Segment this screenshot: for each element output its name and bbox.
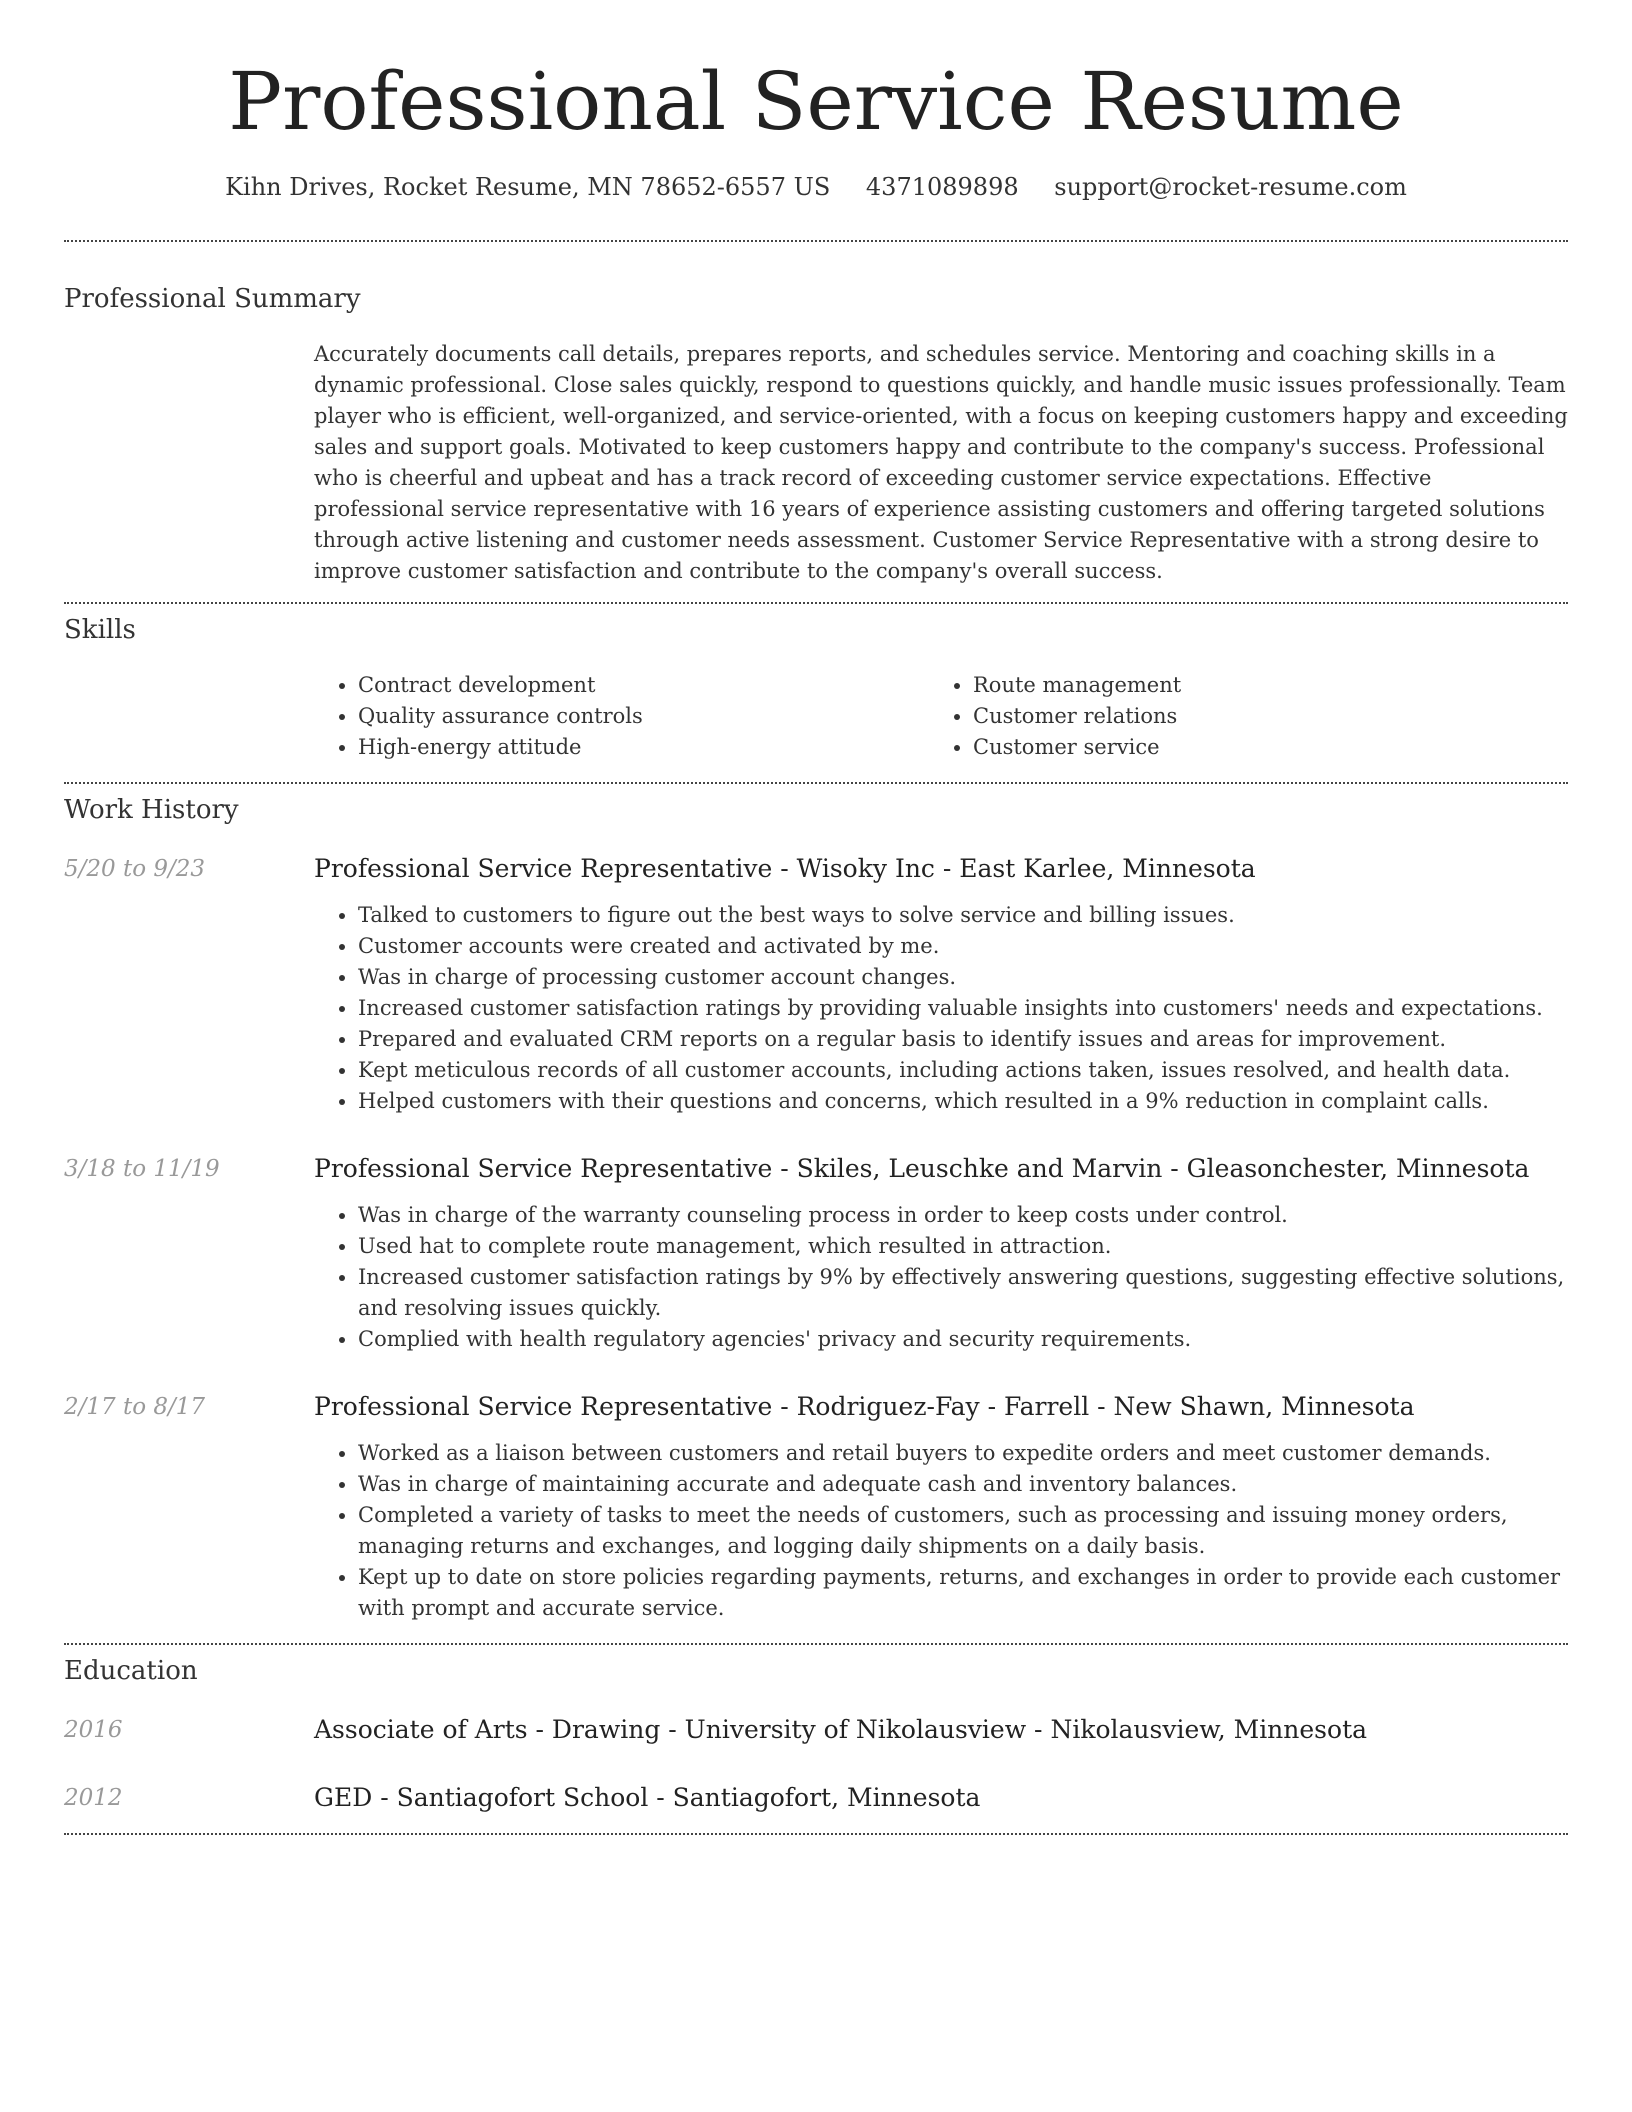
job-bullets — [314, 900, 1568, 1117]
job-title: Professional Service Representative - Skiles, Leuschke and Marvin - Gleasonchester, Minnesota — [314, 1154, 1530, 1183]
skills-list — [314, 670, 1568, 763]
job-bullet: • Increased customer satisfaction ratings by providing valuable insights into customers' needs and expectations. — [358, 993, 1568, 1024]
job-bullets — [314, 1438, 1568, 1624]
job-bullet: • Kept meticulous records of all customer accounts, including actions taken, issues resolved, and health data. — [358, 1055, 1568, 1086]
job-bullet: • Customer accounts were created and activated by me. — [358, 931, 1568, 962]
section-title-summary: Professional Summary — [64, 284, 361, 314]
section-title-skills: Skills — [64, 615, 136, 645]
summary-content — [314, 339, 1568, 587]
job-bullet: • Used hat to complete route management, which resulted in attraction. — [358, 1231, 1568, 1262]
resume-name: Professional Service Resume — [228, 55, 1404, 148]
section-title-education: Education — [64, 1656, 198, 1686]
education-year: 2012 — [64, 1785, 123, 1811]
section-title-work: Work History — [64, 795, 239, 825]
education-entry — [314, 1781, 1568, 1815]
job-entry — [314, 1390, 1568, 1624]
job-bullet: • Was in charge of maintaining accurate and adequate cash and inventory balances. — [358, 1469, 1568, 1500]
phone: 4371089898 — [865, 173, 1019, 201]
job-bullet: • Complied with health regulatory agencies' privacy and security requirements. — [358, 1324, 1568, 1355]
job-bullet: • Increased customer satisfaction ratings by 9% by effectively answering questions, suggesting effective solutions, and resolving issues quickly. — [358, 1262, 1568, 1324]
job-entry — [314, 852, 1568, 1117]
job-bullet: • Kept up to date on store policies regarding payments, returns, and exchanges in order to provide each customer with prompt and accurate service. — [358, 1562, 1568, 1624]
education-year: 2016 — [64, 1717, 123, 1743]
divider — [64, 602, 1568, 604]
job-dates: 5/20 to 9/23 — [64, 856, 206, 882]
job-bullet: • Prepared and evaluated CRM reports on a regular basis to identify issues and areas for improvement. — [358, 1024, 1568, 1055]
address: Kihn Drives, Rocket Resume, MN 78652-6557 US — [225, 173, 831, 201]
skill-item: • Contract development — [358, 670, 929, 701]
skills-column-left — [314, 670, 929, 763]
skill-item: • Customer service — [973, 732, 1544, 763]
job-bullets — [314, 1200, 1568, 1355]
job-bullet: • Worked as a liaison between customers and retail buyers to expedite orders and meet customer demands. — [358, 1438, 1568, 1469]
job-bullet: • Completed a variety of tasks to meet the needs of customers, such as processing and issuing money orders, managing returns and exchanges, and logging daily shipments on a daily basis. — [358, 1500, 1568, 1562]
divider — [64, 240, 1568, 242]
education-title: GED - Santiagofort School - Santiagofort, Minnesota — [314, 1783, 981, 1812]
job-title: Professional Service Representative - Rodriguez-Fay - Farrell - New Shawn, Minnesota — [314, 1392, 1415, 1421]
job-title: Professional Service Representative - Wisoky Inc - East Karlee, Minnesota — [314, 854, 1256, 883]
job-bullet: • Talked to customers to figure out the best ways to solve service and billing issues. — [358, 900, 1568, 931]
job-bullet: • Was in charge of the warranty counseling process in order to keep costs under control. — [358, 1200, 1568, 1231]
contact-line — [64, 170, 1568, 204]
job-bullet: • Was in charge of processing customer account changes. — [358, 962, 1568, 993]
skill-item: • Customer relations — [973, 701, 1544, 732]
summary-text: Accurately documents call details, prepares reports, and schedules service. Mentoring and coaching skills in a dynamic professional. Close sales quickly, respond to questions quickly, and handle music issues professionally. Team player who is efficient, well-organized, and service-oriented, with a focus on keeping customers happy and exceeding sales and support goals. Motivated to keep customers happy and contribute to the company's success. Professional who is cheerful and upbeat and has a track record of exceeding customer service expectations. Effective professional service representative with 16 years of experience assisting customers and offering targeted solutions through active listening and customer needs assessment. Customer Service Representative with a strong desire to improve customer satisfaction and contribute to the company's overall success. — [314, 342, 1568, 583]
job-entry — [314, 1152, 1568, 1355]
job-dates: 2/17 to 8/17 — [64, 1394, 206, 1420]
education-entry — [314, 1713, 1568, 1747]
job-dates: 3/18 to 11/19 — [64, 1156, 220, 1182]
skills-column-right — [929, 670, 1544, 763]
divider — [64, 782, 1568, 784]
skill-item: • Quality assurance controls — [358, 701, 929, 732]
skill-item: • High-energy attitude — [358, 732, 929, 763]
divider — [64, 1833, 1568, 1835]
email: support@rocket-resume.com — [1054, 173, 1407, 201]
divider — [64, 1643, 1568, 1645]
skill-item: • Route management — [973, 670, 1544, 701]
job-bullet: • Helped customers with their questions and concerns, which resulted in a 9% reduction in complaint calls. — [358, 1086, 1568, 1117]
education-title: Associate of Arts - Drawing - University of Nikolausview - Nikolausview, Minnesota — [314, 1715, 1368, 1744]
